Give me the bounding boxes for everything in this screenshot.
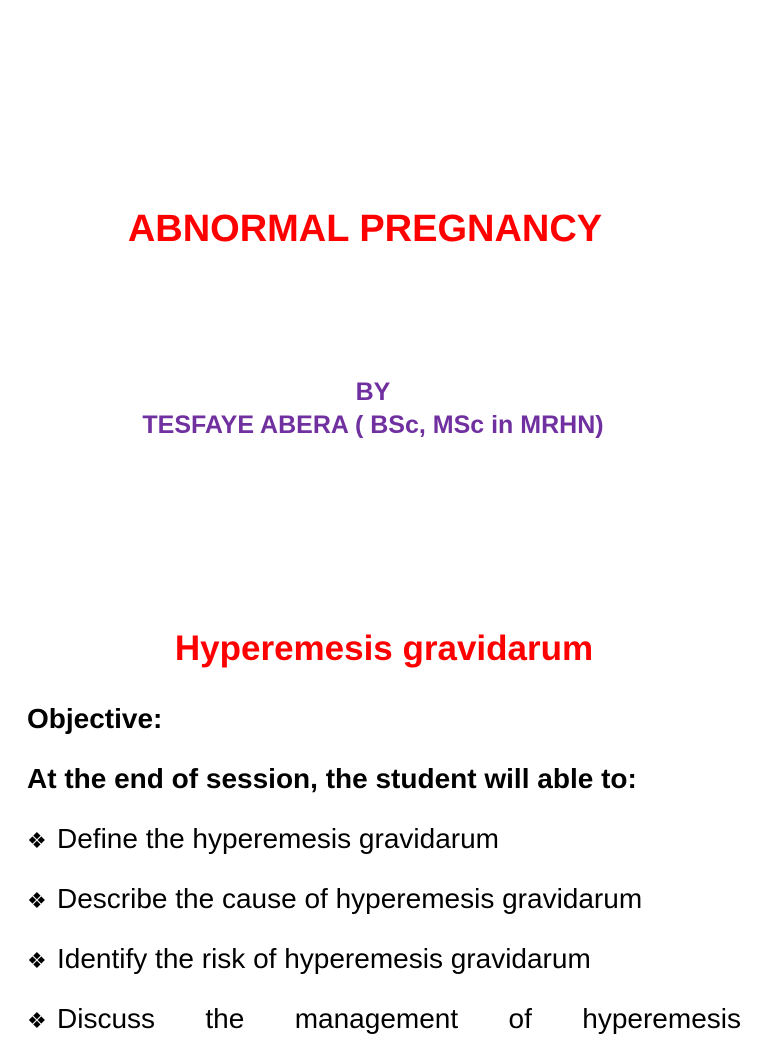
list-item-word: management: [294, 1003, 459, 1034]
four-petal-diamond-bullet-icon: ❖: [27, 829, 47, 854]
four-petal-diamond-bullet-icon: ❖: [27, 949, 47, 974]
author-block: [0, 376, 746, 442]
four-petal-diamond-bullet-icon: ❖: [27, 889, 47, 914]
list-item-text: [57, 1002, 741, 1036]
objectives-slide: [0, 600, 768, 1034]
objective-label: Objective:: [27, 703, 163, 734]
list-item: [27, 822, 741, 882]
list-item-word: Discuss: [57, 1003, 156, 1034]
list-item-text: Define the hyperemesis gravidarum: [57, 823, 499, 854]
list-item: [27, 1002, 741, 1062]
list-item-word: the: [205, 1003, 245, 1034]
by-label: BY: [355, 378, 391, 406]
list-item-text: Describe the cause of hyperemesis gravidarum: [57, 883, 643, 914]
list-item: [27, 942, 741, 1002]
list-item: [27, 882, 741, 942]
list-item-text: Identify the risk of hyperemesis gravidarum: [57, 943, 591, 974]
author-name: TESFAYE ABERA ( BSc, MSc in MRHN): [142, 411, 604, 439]
list-item-word: hyperemesis: [582, 1003, 741, 1034]
objective-list: [27, 822, 741, 1062]
objective-intro: At the end of session, the student will able to:: [27, 763, 637, 794]
list-item-word: of: [508, 1003, 532, 1034]
four-petal-diamond-bullet-icon: ❖: [27, 1009, 47, 1034]
presentation-title: ABNORMAL PREGNANCY: [127, 208, 603, 250]
slide-title: Hyperemesis gravidarum: [174, 629, 594, 668]
